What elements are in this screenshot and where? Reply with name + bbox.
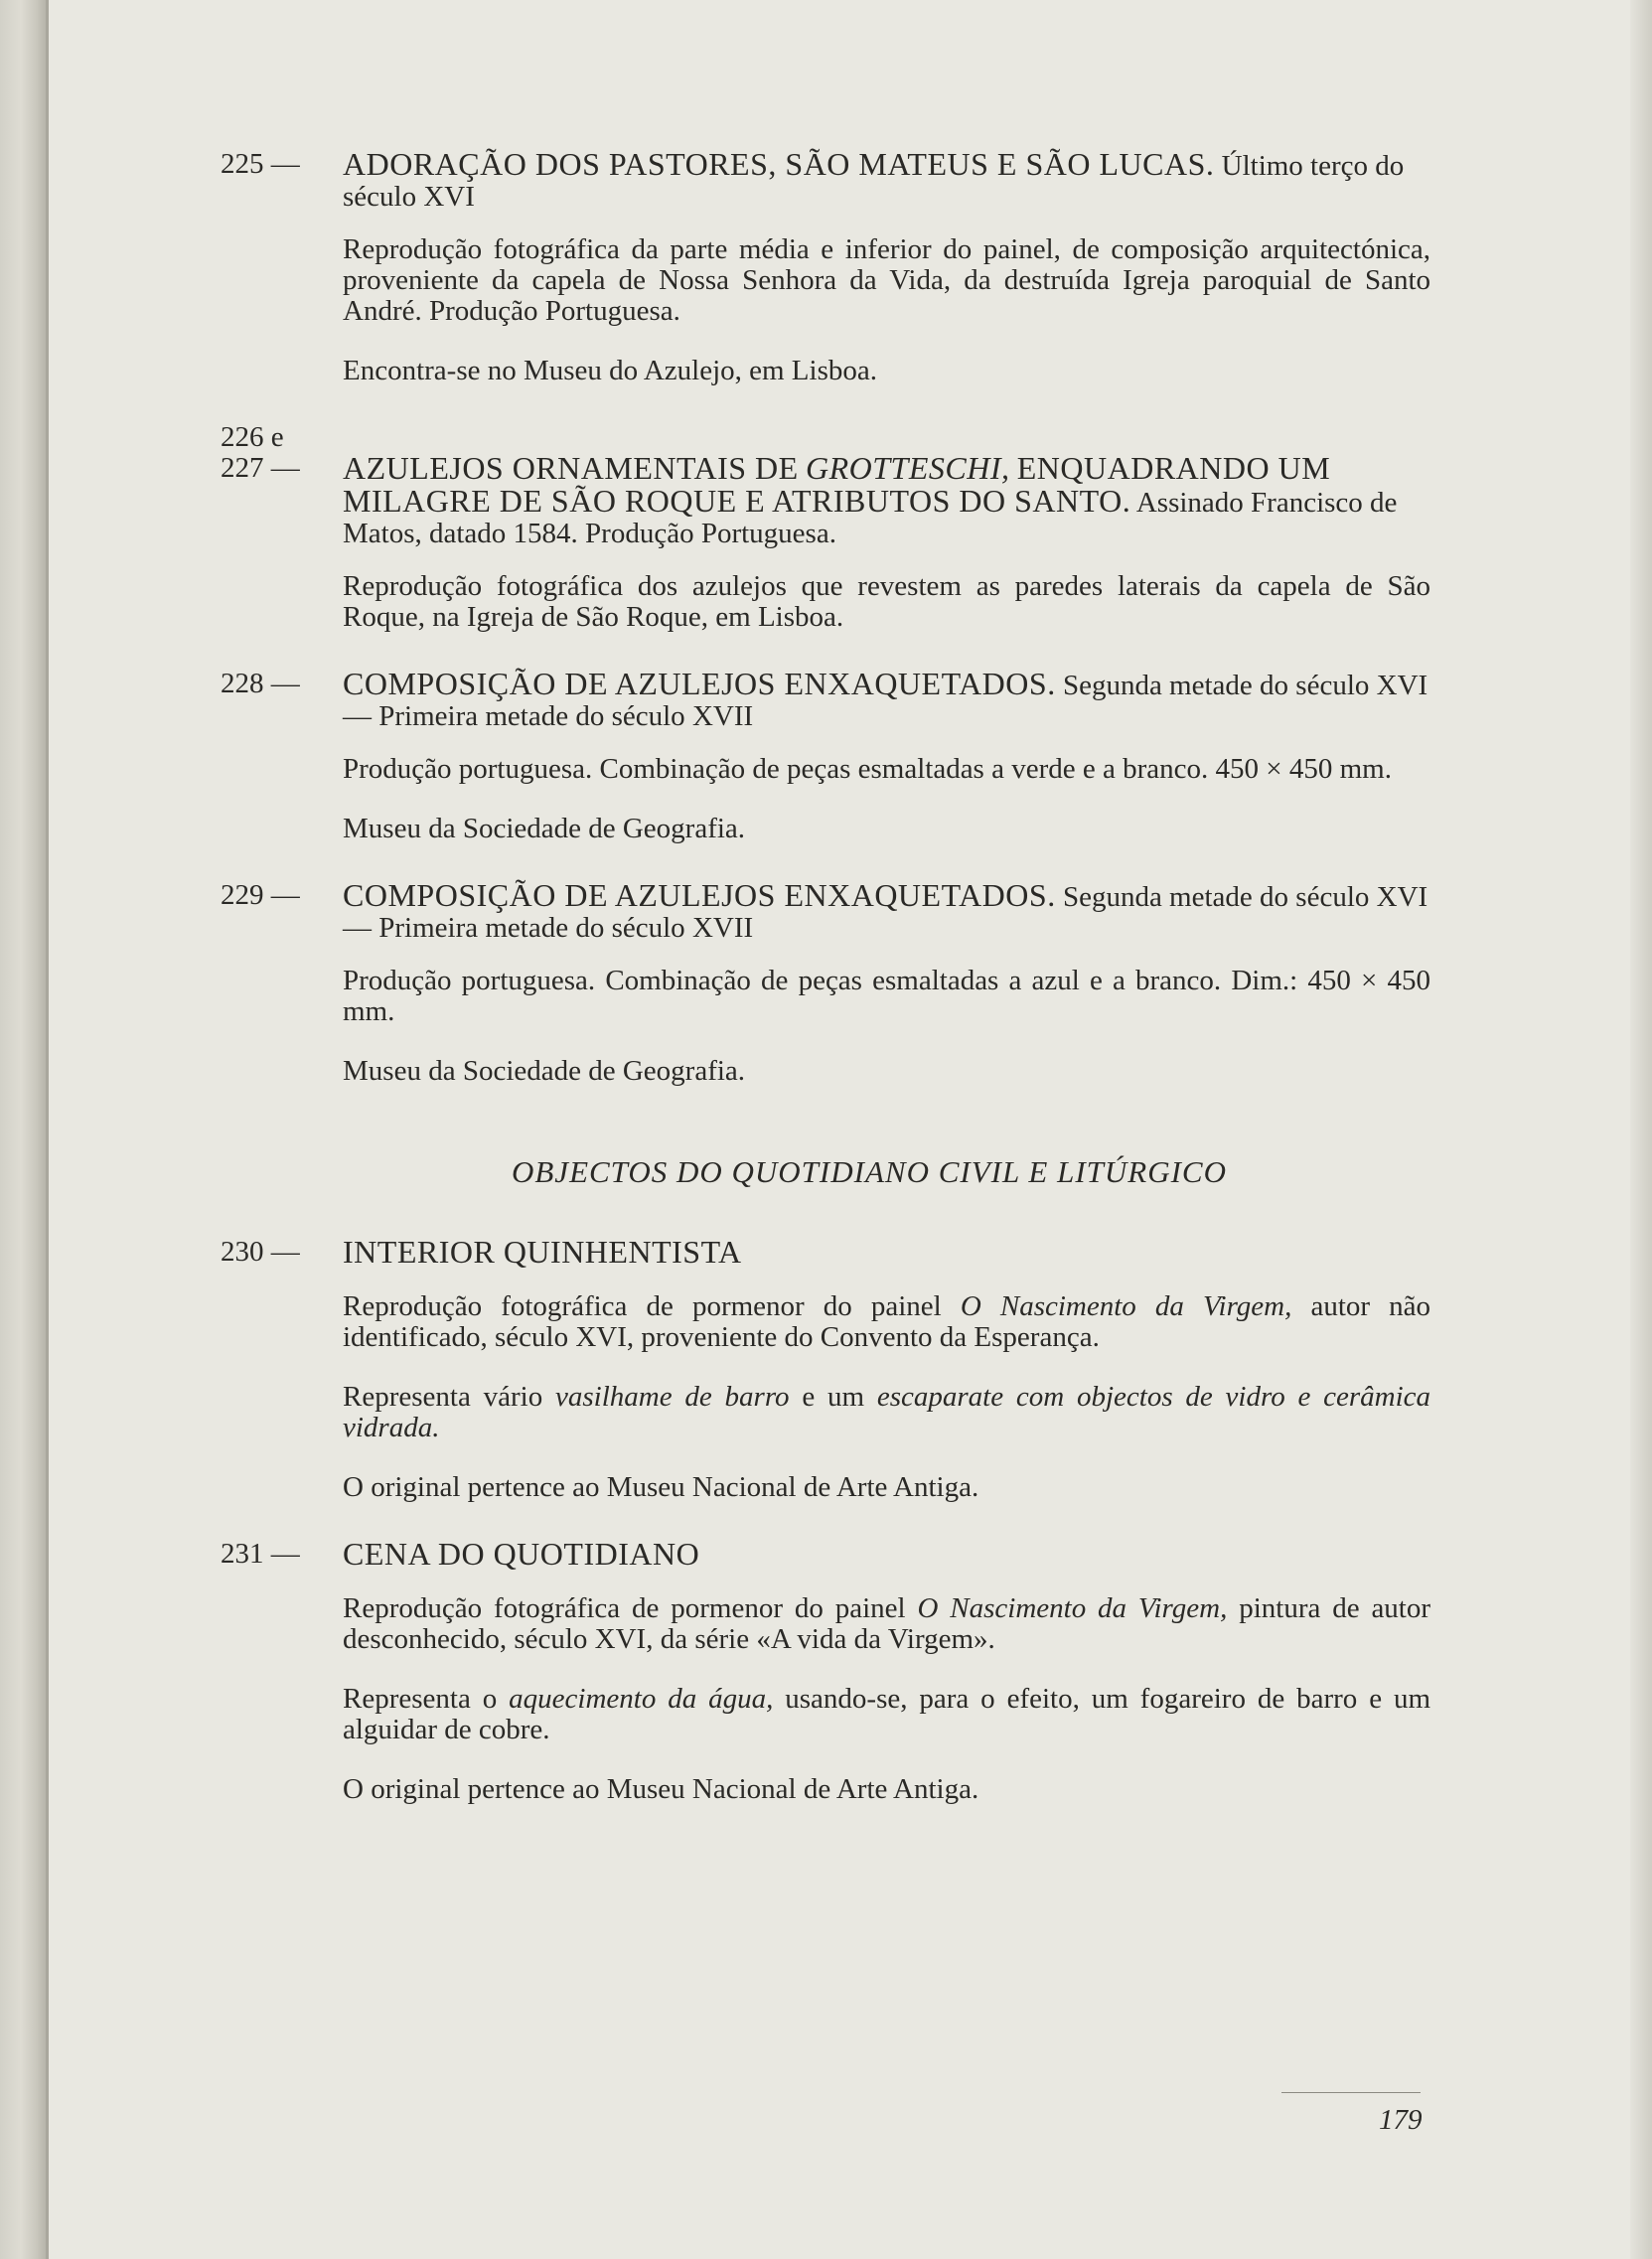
entry-title-part: ENQUADRANDO UM MILAGRE DE SÃO ROQUE E ATRIBUTOS DO SANTO.	[343, 450, 1331, 519]
entry-heading	[228, 1234, 1430, 1270]
catalog-entry-230	[221, 1234, 1431, 1503]
page-right-edge	[1630, 0, 1652, 2259]
entry-description: Produção portuguesa. Combinação de peças esmaltadas a azul e a branco. Dim.: 450 × 450 mm.	[343, 965, 1430, 1027]
entry-date-a: Segunda metade do século	[1062, 881, 1370, 913]
catalog-entry-226-227	[221, 421, 1430, 633]
entry-ownership: O original pertence ao Museu Nacional de Arte Antiga.	[343, 1471, 979, 1503]
entry-title-part: AZULEJOS ORNAMENTAIS DE	[343, 450, 799, 486]
entry-century-b: XVII	[691, 700, 754, 732]
book-spine-shadow	[0, 0, 46, 2259]
entry-date-b: — Primeira metade do século	[343, 700, 685, 732]
entry-number: 231 —	[221, 1538, 300, 1570]
entry-century: XVI	[423, 181, 475, 213]
page-number: 179	[1379, 2104, 1423, 2136]
entry-title: INTERIOR QUINHENTISTA	[343, 1234, 742, 1270]
page-gutter-edge	[46, 0, 49, 2259]
entry-heading	[228, 1536, 1430, 1572]
entry-date-prefix: Último terço do século	[343, 150, 1405, 213]
entry-description: Reprodução fotográfica de pormenor do painel O Nascimento da Virgem, autor não identificado, século XVI, proveniente do Convento da Esperança.	[343, 1290, 1430, 1353]
entry-description: Reprodução fotográfica dos azulejos que revestem as paredes laterais da capela de São Roque, na Igreja de São Roque, em Lisboa.	[343, 570, 1430, 633]
entry-title: CENA DO QUOTIDIANO	[343, 1536, 700, 1572]
footer-rule	[1281, 2092, 1421, 2093]
section-title: OBJECTOS DO QUOTIDIANO CIVIL E LITÚRGICO	[511, 1154, 1227, 1189]
entry-heading	[228, 146, 1430, 213]
entry-title: COMPOSIÇÃO DE AZULEJOS ENXAQUETADOS.	[343, 666, 1056, 701]
entry-depiction: Representa vário vasilhame de barro e um escaparate com objectos de vidro e cerâmica vidrada.	[343, 1381, 1431, 1443]
entry-number: 227 —	[221, 452, 300, 484]
catalog-entry-228	[221, 666, 1430, 844]
catalog-entry-225	[221, 146, 1430, 386]
entry-number: 230 —	[221, 1236, 300, 1268]
entry-ownership: O original pertence ao Museu Nacional de Arte Antiga.	[343, 1773, 979, 1805]
entry-description: Reprodução fotográfica da parte média e inferior do painel, de composição arquitectónica, proveniente da capela de Nossa Senhora da Vida, da destruída Igreja paroquial de Santo André. Produção Portuguesa.	[343, 233, 1430, 327]
entry-description: Reprodução fotográfica de pormenor do painel O Nascimento da Virgem, pintura de autor desconhecido, século XVI, da série «A vida da Virgem».	[343, 1592, 1431, 1655]
entry-title: COMPOSIÇÃO DE AZULEJOS ENXAQUETADOS.	[343, 877, 1056, 913]
entry-date-a: Segunda metade do século	[1062, 670, 1370, 701]
entry-heading	[228, 666, 1430, 732]
entry-number: 229 —	[221, 879, 300, 911]
catalog-entry-231	[221, 1536, 1431, 1805]
entry-location: Museu da Sociedade de Geografia.	[343, 813, 746, 844]
entry-number-prefix: 226 e	[221, 421, 284, 453]
entry-heading	[228, 450, 1430, 549]
entry-depiction: Representa o aquecimento da água, usando-se, para o efeito, um fogareiro de barro e um alguidar de cobre.	[343, 1683, 1431, 1745]
entry-number: 228 —	[221, 668, 300, 699]
entry-century-a: XVI	[1376, 881, 1428, 913]
entry-date-b: — Primeira metade do século	[343, 912, 685, 944]
entry-heading	[228, 877, 1430, 944]
entry-title-italic: GROTTESCHI,	[805, 450, 1010, 486]
entry-century-b: XVII	[691, 912, 754, 944]
entry-title: ADORAÇÃO DOS PASTORES, SÃO MATEUS E SÃO LUCAS.	[343, 146, 1215, 182]
entry-location: Museu da Sociedade de Geografia.	[343, 1055, 746, 1087]
entry-number: 225 —	[221, 148, 300, 180]
entry-attribution: Assinado Francisco de Matos, datado 1584. Produção Portuguesa.	[343, 487, 1398, 549]
entry-description: Produção portuguesa. Combinação de peças esmaltadas a verde e a branco. 450 × 450 mm.	[343, 753, 1392, 785]
entry-century-a: XVI	[1376, 670, 1428, 701]
entry-location: Encontra-se no Museu do Azulejo, em Lisboa.	[343, 355, 877, 386]
catalog-entry-229	[221, 877, 1430, 1087]
page-content	[221, 146, 1431, 1841]
